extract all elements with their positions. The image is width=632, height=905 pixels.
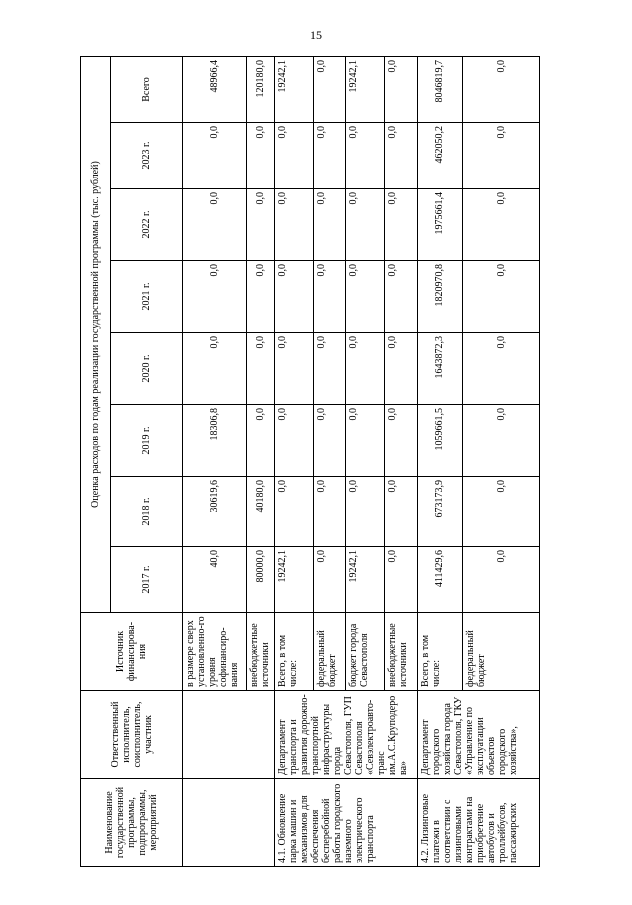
header-estimate: Оценка расходов по годам реализации государственной программы (тыс. рублей) (81, 57, 111, 613)
value-cell: 0,0 (346, 477, 385, 547)
value-cell: 0,0 (314, 189, 346, 261)
value-cell: 0,0 (314, 477, 346, 547)
value-cell: 0,0 (463, 477, 540, 547)
value-cell: 0,0 (275, 405, 314, 477)
source-cell: Всего, в том числе: (417, 613, 463, 691)
value-cell: 0,0 (346, 333, 385, 405)
value-cell: 0,0 (346, 261, 385, 333)
value-cell: 0,0 (314, 405, 346, 477)
value-cell: 0,0 (275, 333, 314, 405)
header-year: 2018 г. (111, 477, 183, 547)
source-cell: федеральный бюджет (314, 613, 346, 691)
value-cell: 19242,1 (275, 57, 314, 123)
value-cell: 0,0 (314, 123, 346, 189)
value-cell: 48966,4 (183, 57, 247, 123)
executor-cell (183, 691, 275, 779)
value-cell: 0,0 (275, 123, 314, 189)
source-cell: внебюджетные источники (247, 613, 275, 691)
value-cell: 0,0 (463, 189, 540, 261)
value-cell: 120180,0 (247, 57, 275, 123)
value-cell: 0,0 (385, 477, 417, 547)
source-cell: в размере сверх установленно-го уровня софинансиро-вания (183, 613, 247, 691)
header-total: Всего (111, 57, 183, 123)
budget-table (80, 56, 540, 867)
value-cell: 0,0 (385, 333, 417, 405)
measure-name-cell: 4.2. Лизинговые платежи в соответствии с лизинговыми контрактами на приобретение автобусов и троллейбусов, пассажирских (417, 779, 540, 867)
value-cell: 0,0 (346, 189, 385, 261)
value-cell: 1975661,4 (417, 189, 463, 261)
value-cell: 0,0 (314, 261, 346, 333)
value-cell: 0,0 (463, 123, 540, 189)
value-cell: 1643872,3 (417, 333, 463, 405)
header-executor: Ответственный исполнитель, соисполнитель, участник (81, 691, 183, 779)
value-cell: 19242,1 (275, 547, 314, 613)
source-cell: внебюджетные источники (385, 613, 417, 691)
value-cell: 0,0 (275, 261, 314, 333)
value-cell: 0,0 (247, 405, 275, 477)
value-cell: 0,0 (247, 261, 275, 333)
value-cell: 411429,6 (417, 547, 463, 613)
value-cell: 19242,1 (346, 57, 385, 123)
source-cell: федеральный бюджет (463, 613, 540, 691)
header-year: 2020 г. (111, 333, 183, 405)
source-cell: бюджет города Севастополя (346, 613, 385, 691)
value-cell: 80000,0 (247, 547, 275, 613)
value-cell: 0,0 (183, 189, 247, 261)
value-cell: 0,0 (346, 123, 385, 189)
header-year: 2019 г. (111, 405, 183, 477)
value-cell: 462050,2 (417, 123, 463, 189)
header-year: 2022 г. (111, 189, 183, 261)
executor-cell: Департамент транспорта и развития дорожно-транспортной инфраструктуры города Севастополя, ГУП Севастополя «Севэлектроавто-транс им.А.С.Круподерова» (275, 691, 417, 779)
value-cell: 673173,9 (417, 477, 463, 547)
value-cell: 0,0 (183, 261, 247, 333)
header-year: 2021 г. (111, 261, 183, 333)
value-cell: 0,0 (463, 405, 540, 477)
value-cell: 0,0 (385, 405, 417, 477)
value-cell: 0,0 (247, 123, 275, 189)
value-cell: 0,0 (275, 189, 314, 261)
value-cell: 0,0 (463, 57, 540, 123)
value-cell: 0,0 (346, 405, 385, 477)
executor-cell: Департамент городского хозяйства города Севастополя, ГКУ «Управление по эксплуатации объектов городского хозяйства», (417, 691, 540, 779)
value-cell: 0,0 (314, 547, 346, 613)
value-cell: 0,0 (183, 123, 247, 189)
name-cell (183, 779, 275, 867)
value-cell: 0,0 (463, 261, 540, 333)
source-cell: Всего, в том числе: (275, 613, 314, 691)
value-cell: 8046819,7 (417, 57, 463, 123)
value-cell: 1059661,5 (417, 405, 463, 477)
value-cell: 0,0 (463, 333, 540, 405)
value-cell: 0,0 (183, 333, 247, 405)
value-cell: 0,0 (247, 333, 275, 405)
header-year: 2023 г. (111, 123, 183, 189)
value-cell: 0,0 (314, 57, 346, 123)
value-cell: 0,0 (385, 547, 417, 613)
value-cell: 1820970,8 (417, 261, 463, 333)
value-cell: 0,0 (385, 189, 417, 261)
value-cell: 40,0 (183, 547, 247, 613)
value-cell: 0,0 (314, 333, 346, 405)
page-number: 15 (310, 28, 322, 42)
value-cell: 18306,8 (183, 405, 247, 477)
value-cell: 0,0 (275, 477, 314, 547)
measure-name-cell: 4.1. Обновление парка машин и механизмов для обеспечения бесперебойной работы городского наземного электрического транспорта (275, 779, 417, 867)
header-year: 2017 г. (111, 547, 183, 613)
value-cell: 0,0 (385, 123, 417, 189)
table-row (417, 57, 463, 867)
value-cell: 19242,1 (346, 547, 385, 613)
budget-table-rotated (80, 57, 540, 867)
header-name: Наименование государственной программы, подпрограммы, мероприятий (81, 779, 183, 867)
value-cell: 0,0 (247, 189, 275, 261)
value-cell: 0,0 (385, 57, 417, 123)
value-cell: 30619,6 (183, 477, 247, 547)
value-cell: 40180,0 (247, 477, 275, 547)
table-row (183, 57, 247, 867)
value-cell: 0,0 (463, 547, 540, 613)
value-cell: 0,0 (385, 261, 417, 333)
table-row (275, 57, 314, 867)
header-source: Источник финансирова-ния (81, 613, 183, 691)
